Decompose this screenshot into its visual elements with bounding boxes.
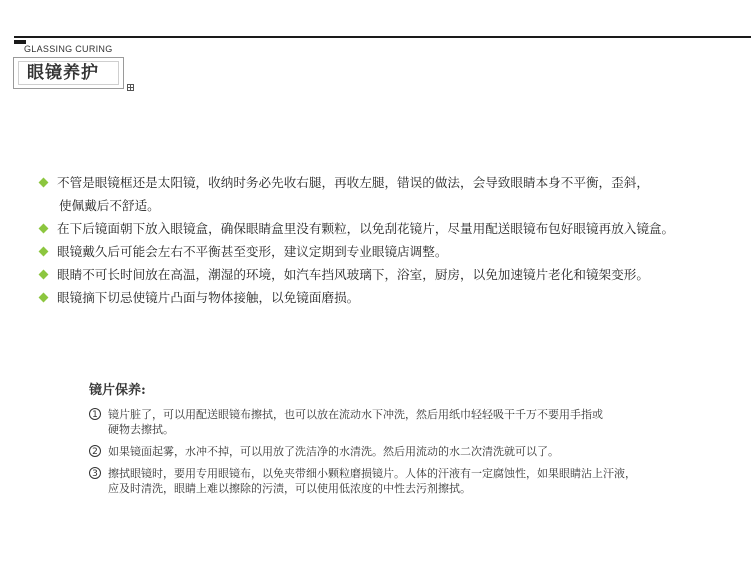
list-item — [38, 286, 748, 309]
list-item-text: 眼镜戴久后可能会左右不平衡甚至变形，建议定期到专业眼镜店调整。 — [57, 244, 448, 259]
list-item-text-continued: 使佩戴后不舒适。 — [59, 198, 160, 213]
diamond-bullet-icon — [39, 293, 49, 303]
list-item — [38, 263, 748, 286]
plus-icon[interactable] — [127, 84, 134, 91]
lens-care-section — [89, 379, 739, 503]
header-rule — [14, 36, 751, 38]
care-item-text: 镜片脏了，可以用配送眼镜布擦拭，也可以放在流动水下冲洗，然后用纸巾轻轻吸干千万不要用手指或 — [108, 408, 603, 421]
tips-list — [38, 171, 748, 309]
care-item — [89, 407, 739, 437]
list-item-text: 眼镜摘下切忌使镜片凸面与物体接触，以免镜面磨损。 — [57, 290, 360, 305]
list-item-text: 在下后镜面朝下放入眼镜盒，确保眼睛盒里没有颗粒，以免刮花镜片，尽量用配送眼镜布包好眼镜再放入镜盒。 — [57, 221, 675, 236]
page-title: 眼镜养护 — [18, 61, 119, 85]
care-item-text: 如果镜面起雾，水冲不掉，可以用放了洗洁净的水清洗。然后用流动的水二次清洗就可以了。 — [108, 445, 559, 458]
circled-number-icon: 3 — [89, 467, 101, 479]
diamond-bullet-icon — [39, 247, 49, 257]
circled-number-icon: 1 — [89, 408, 101, 420]
diamond-bullet-icon — [39, 224, 49, 234]
list-item-text: 眼睛不可长时间放在高温，潮湿的环境，如汽车挡风玻璃下，浴室，厨房，以免加速镜片老化和镜架变形。 — [57, 267, 649, 282]
list-item — [38, 217, 748, 240]
list-item — [38, 171, 748, 217]
section-subtitle: GLASSING CURING — [24, 44, 113, 54]
care-item-text: 擦拭眼镜时，要用专用眼镜布，以免夹带细小颗粒磨损镜片。人体的汗液有一定腐蚀性，如果眼睛沾上汗液， — [108, 467, 636, 480]
care-item — [89, 444, 739, 459]
diamond-bullet-icon — [39, 270, 49, 280]
care-item-text-continued: 硬物去擦拭。 — [108, 423, 174, 436]
care-item-text-continued: 应及时清洗，眼睛上难以擦除的污渍，可以使用低浓度的中性去污剂擦拭。 — [108, 482, 471, 495]
list-item — [38, 240, 748, 263]
list-item-text: 不管是眼镜框还是太阳镜，收纳时务必先收右腿，再收左腿，错误的做法，会导致眼睛本身不平衡，歪斜， — [57, 175, 649, 190]
circled-number-icon: 2 — [89, 445, 101, 457]
care-item — [89, 466, 739, 496]
lens-care-heading: 镜片保养: — [89, 383, 146, 398]
diamond-bullet-icon — [39, 178, 49, 188]
section-title-box — [13, 57, 124, 89]
